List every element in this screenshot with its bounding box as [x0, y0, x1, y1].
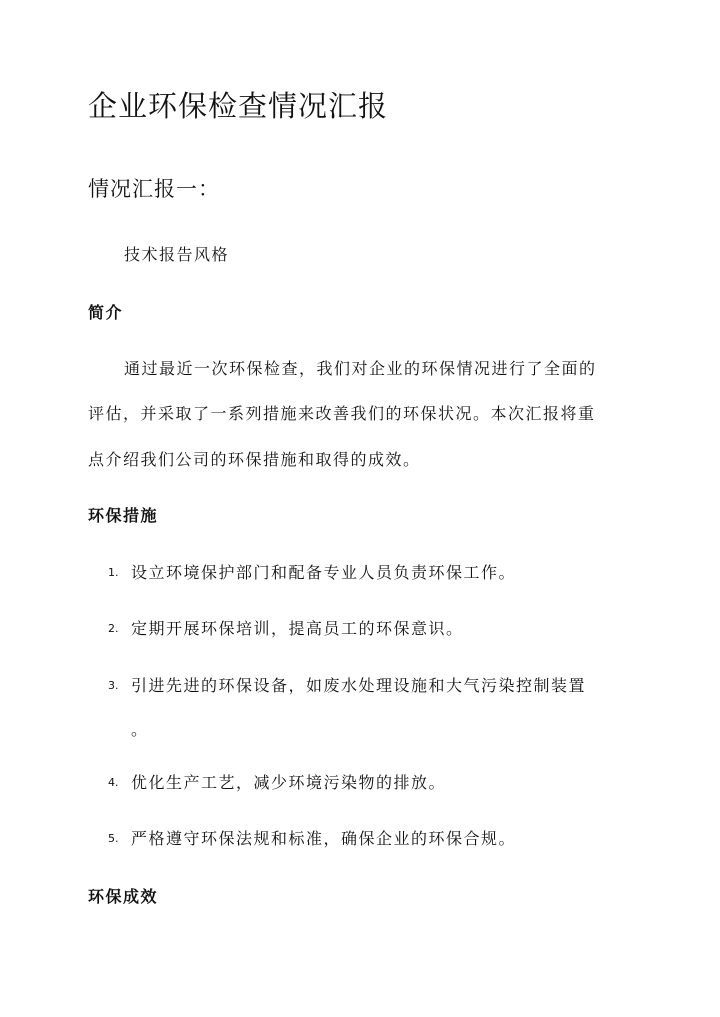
results-heading: 环保成效	[88, 887, 159, 906]
style-note: 技术报告风格	[124, 245, 230, 264]
list-item-number: 4.	[108, 776, 119, 789]
intro-line-2: 评估，并采取了一系列措施来改善我们的环保状况。本次汇报将重	[88, 404, 596, 423]
intro-heading: 简介	[88, 303, 124, 322]
document-title: 企业环保检查情况汇报	[88, 89, 389, 123]
list-item-number: 3.	[108, 679, 119, 692]
list-item-number: 2.	[108, 622, 119, 635]
list-item-number: 5.	[108, 832, 119, 845]
intro-line-1: 通过最近一次环保检查，我们对企业的环保情况进行了全面的	[124, 359, 597, 378]
list-item-text: 设立环境保护部门和配备专业人员负责环保工作。	[131, 563, 517, 582]
list-item-text: 严格遵守环保法规和标准，确保企业的环保合规。	[131, 829, 517, 848]
intro-line-3: 点介绍我们公司的环保措施和取得的成效。	[88, 450, 421, 469]
list-item-number: 1.	[108, 566, 119, 579]
list-item-continuation: 。	[131, 720, 149, 739]
list-item-text: 优化生产工艺，减少环境污染物的排放。	[131, 773, 447, 792]
measures-heading: 环保措施	[88, 506, 159, 525]
list-item-text: 定期开展环保培训，提高员工的环保意识。	[131, 619, 464, 638]
list-item-text: 引进先进的环保设备，如废水处理设施和大气污染控制装置	[131, 676, 587, 695]
report-subtitle: 情况汇报一：	[88, 177, 220, 201]
